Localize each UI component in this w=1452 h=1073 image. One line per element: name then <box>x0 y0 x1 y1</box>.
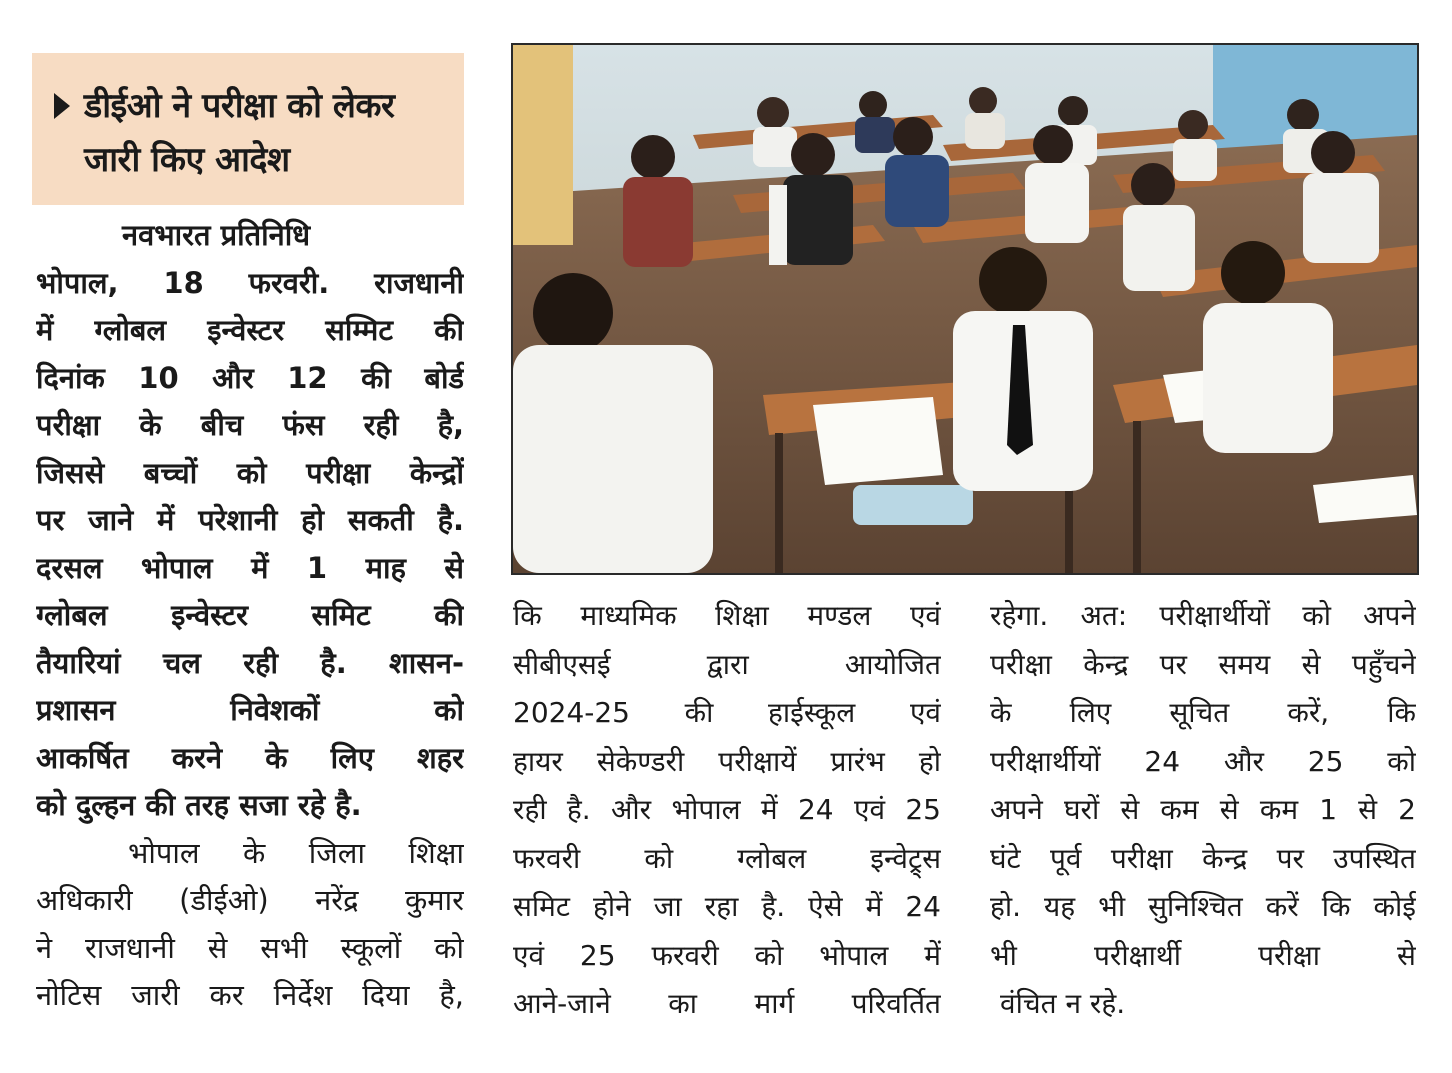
column-3-line: के लिए सूचित करें, कि <box>990 696 1416 729</box>
column-2-line: सीबीएसई द्वारा आयोजित <box>513 647 941 681</box>
column-1-bold-line: दिनांक 10 और 12 की बोर्ड <box>36 360 464 395</box>
column-3-line: हो. यह भी सुनिश्चित करें कि कोई <box>990 890 1416 923</box>
column-1-bold-line: भोपाल, 18 फरवरी. राजधानी <box>36 265 464 300</box>
column-1-bold-line: प्रशासन निवेशकों को <box>36 693 464 727</box>
column-2-line: आने-जाने का मार्ग परिवर्तित <box>513 987 941 1020</box>
headline-box <box>32 53 464 205</box>
article-column-1 <box>36 212 464 1020</box>
column-1-bold-line: ग्लोबल इन्वेस्टर समिट की <box>36 598 464 632</box>
column-1-line: ने राजधानी से सभी स्कूलों को <box>36 930 464 965</box>
column-1-bold-line: जिससे बच्चों को परीक्षा केन्द्रों <box>36 455 464 490</box>
column-3-line: घंटे पूर्व परीक्षा केन्द्र पर उपस्थित <box>990 841 1416 875</box>
headline-line: जारी किए आदेश <box>84 140 290 180</box>
column-3-line: परीक्षा केन्द्र पर समय से पहुँचने <box>990 647 1416 681</box>
exam-hall-illustration <box>513 45 1417 573</box>
column-1-bold-line: को दुल्हन की तरह सजा रहे है. <box>36 788 362 822</box>
headline <box>84 79 394 187</box>
column-1-bold-line: तैयारियां चल रही है. शासन- <box>36 645 464 680</box>
column-1-bold-line: में ग्लोबल इन्वेस्टर सम्मिट की <box>36 313 464 347</box>
exam-hall-photo <box>511 43 1419 575</box>
column-2-line: हायर सेकेण्डरी परीक्षायें प्रारंभ हो <box>513 744 941 778</box>
column-3-line: परीक्षार्थीयों 24 और 25 को <box>990 744 1416 778</box>
column-1-line: अधिकारी (डीईओ) नरेंद्र कुमार <box>36 883 464 917</box>
headline-line: डीईओ ने परीक्षा को लेकर <box>84 86 395 126</box>
column-3-line: अपने घरों से कम से कम 1 से 2 <box>990 793 1416 826</box>
triangle-bullet-icon <box>54 93 70 119</box>
column-2-line: 2024-25 की हाईस्कूल एवं <box>513 696 941 729</box>
column-1-line: नोटिस जारी कर निर्देश दिया है, <box>36 978 464 1012</box>
column-1-line: भोपाल के जिला शिक्षा <box>128 835 464 870</box>
column-1-bold-line: पर जाने में परेशानी हो सकती है. <box>36 503 464 537</box>
column-1-bold-line: परीक्षा के बीच फंस रही है, <box>36 408 464 442</box>
article-column-2 <box>513 592 941 1029</box>
column-2-line: रही है. और भोपाल में 24 एवं 25 <box>513 793 941 826</box>
column-1-bold-line: आकर्षित करने के लिए शहर <box>36 740 464 775</box>
byline: नवभारत प्रतिनिधि <box>122 218 311 252</box>
column-3-line: रहेगा. अत: परीक्षार्थीयों को अपने <box>990 599 1416 632</box>
column-3-line: भी परीक्षार्थी परीक्षा से <box>990 938 1416 972</box>
column-2-line: एवं 25 फरवरी को भोपाल में <box>513 938 941 972</box>
column-2-line: समिट होने जा रहा है. ऐसे में 24 <box>513 890 941 923</box>
column-1-bold-line: दरसल भोपाल में 1 माह से <box>36 550 464 585</box>
column-2-line: फरवरी को ग्लोबल इन्वेट्र्स <box>513 841 941 875</box>
article-column-3 <box>990 592 1416 1029</box>
column-2-line: कि माध्यमिक शिक्षा मण्डल एवं <box>513 599 941 632</box>
column-3-line: वंचित न रहे. <box>1000 987 1126 1020</box>
